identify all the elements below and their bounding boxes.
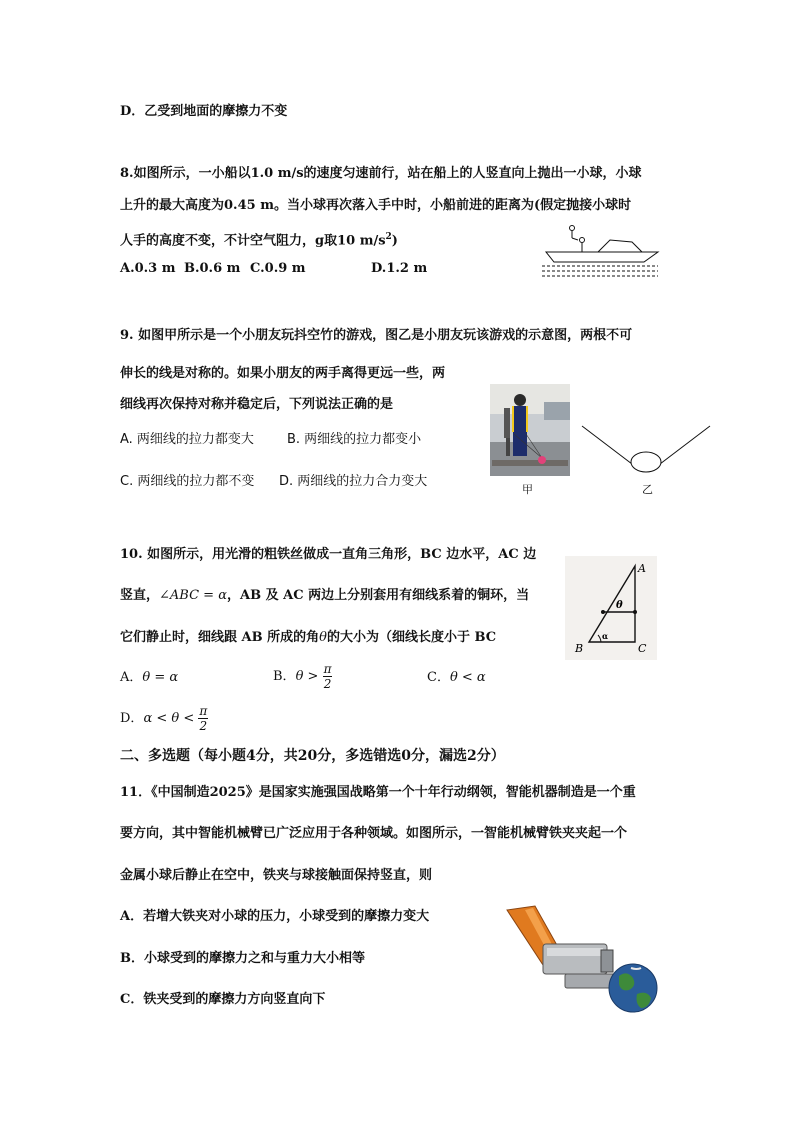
q9-stem-line3: 细线再次保持对称并稳定后，下列说法正确的是 [120, 397, 394, 412]
diabolo-shape [631, 452, 661, 472]
kid-photo [490, 384, 570, 476]
q8-option-a: A.0.3 m [120, 261, 176, 276]
boat-hull [546, 252, 658, 262]
q8-option-b: B.0.6 m [184, 261, 241, 276]
label-b: B [575, 642, 584, 655]
q10-stem-line3: 它们静止时，细线跟 AB 所成的角θ的大小为（细线长度小于 BC [120, 630, 497, 645]
ring-ab [601, 610, 605, 614]
q11-option-b: B．小球受到的摩擦力之和与重力大小相等 [120, 951, 365, 966]
q8-option-d: D.1.2 m [371, 261, 428, 276]
ball-shape [570, 226, 575, 231]
q10-stem-line1: 10. 如图所示，用光滑的粗铁丝做成一直角三角形，BC 边水平，AC 边 [120, 547, 537, 562]
q10-option-c: C．θ < α [427, 670, 486, 685]
label-theta: θ [616, 600, 623, 611]
label-alpha: α [602, 631, 609, 641]
q9-option-d: D. 两细线的拉力合力变大 [279, 474, 428, 489]
q8-option-c: C.0.9 m [250, 261, 306, 276]
section2-title: 二、多选题（每小题4分，共20分，多选错选0分，漏选2分） [120, 748, 505, 764]
robot-arm-figure [505, 904, 665, 1020]
q8-stem-line2: 上升的最大高度为0.45 m。当小球再次落入手中时，小船前进的距离为(假定抛接小球时 [120, 198, 632, 213]
q9-option-a: A. 两细线的拉力都变大 [120, 432, 254, 447]
label-yi: 乙 [642, 483, 653, 496]
q8-stem-line3: 人手的高度不变，不计空气阻力，g取10 $m/s^2$) [120, 232, 398, 249]
q11-option-c: C．铁夹受到的摩擦力方向竖直向下 [120, 992, 326, 1007]
left-string [582, 426, 632, 464]
clamp-lower-jaw [565, 974, 615, 988]
q11-stem-line3: 金属小球后静止在空中，铁夹与球接触面保持竖直，则 [120, 868, 433, 883]
ring-ac [633, 610, 637, 614]
q9-stem-line1: 9. 如图甲所示是一个小朋友玩抖空竹的游戏，图乙是小朋友玩该游戏的示意图，两根不可 [120, 328, 633, 343]
q9-option-c: C. 两细线的拉力都不变 [120, 474, 255, 489]
q11-option-a: A．若增大铁夹对小球的压力，小球受到的摩擦力变大 [120, 909, 430, 924]
q11-stem-line2: 要方向，其中智能机械臂已广泛应用于各种领域。如图所示，一智能机械臂铁夹夹起一个 [120, 826, 628, 841]
q9-stem-line2: 伸长的线是对称的。如果小朋友的两手离得更远一些，两 [120, 366, 446, 381]
globe-ball [609, 964, 657, 1012]
label-jia: 甲 [522, 483, 533, 496]
clamp-jaw [601, 950, 613, 972]
q10-option-d: D．α < θ < $\frac{\pi}{2}$ [120, 704, 208, 733]
diabolo-shape [538, 456, 546, 464]
right-string [660, 426, 710, 464]
boat-figure [540, 222, 660, 284]
q9-option-b: B. 两细线的拉力都变小 [287, 432, 422, 447]
person-head [580, 238, 585, 243]
q11-stem-line1: 11．《中国制造2025》是国家实施强国战略第一个十年行动纲领，智能机器制造是一个重 [120, 785, 636, 800]
triangle-figure [565, 556, 657, 660]
q10-option-b: B．θ > $\frac{\pi}{2}$ [273, 662, 332, 691]
label-a: A [638, 562, 646, 575]
q10-stem-line2: 竖直，∠ABC = α，AB 及 AC 两边上分别套用有细线系着的铜环，当 [120, 588, 530, 603]
string-schematic [580, 424, 712, 474]
q7-option-d: D．乙受到地面的摩擦力不变 [120, 104, 288, 119]
label-c: C [638, 642, 647, 655]
q8-stem-line1: 8.如图所示，一小船以1.0 m/s的速度匀速前行，站在船上的人竖直向上抛出一小球，小球 [120, 166, 642, 181]
q10-option-a: A．θ = α [120, 670, 179, 685]
